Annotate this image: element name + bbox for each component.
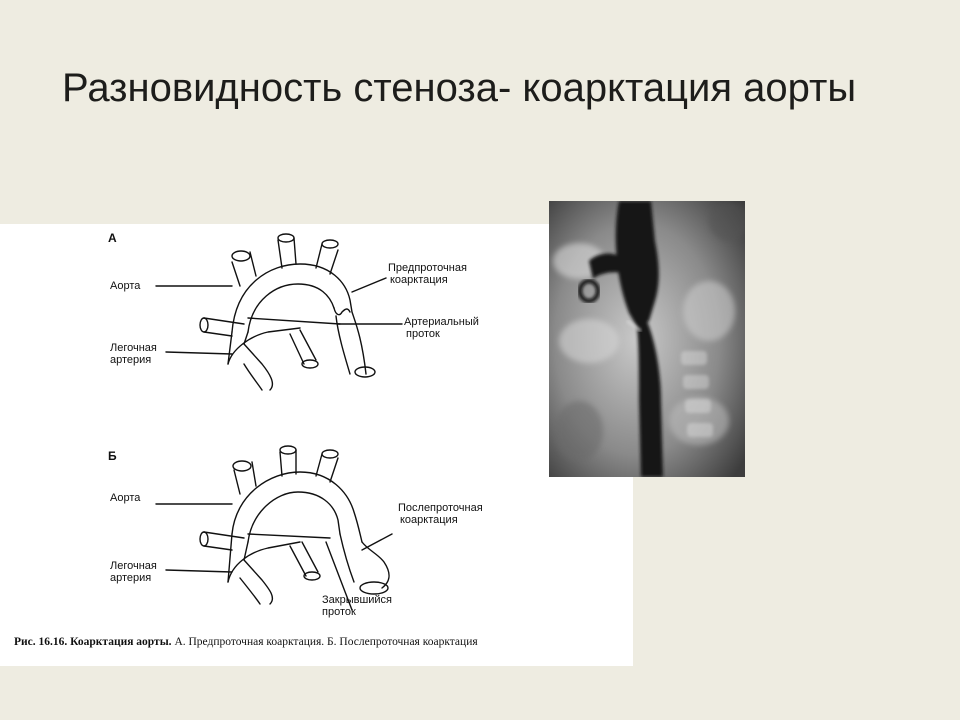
aorta-diagram-drawing [0,224,633,666]
diagram-b-pulmonary-label-1: Легочная [110,560,157,572]
diagram-b-letter: Б [108,449,117,463]
diagram-a-pulmonary-label-1: Легочная [110,342,157,354]
angiogram-drawing [549,201,745,477]
diagram-a-pulmonary-label-2: артерия [110,354,152,366]
diagram-a-coarctation-label-1: Предпроточная [388,262,467,274]
diagram-a [156,234,402,390]
diagram-a-duct-label-1: Артериальный [404,316,479,328]
diagram-b-coarctation-label-1: Послепроточная [398,502,483,514]
diagram-b [156,446,392,610]
angiogram-image [549,201,745,477]
diagram-a-coarctation-label-2: коарктация [390,274,448,286]
diagram-b-pulmonary-label-2: артерия [110,572,152,584]
figure-caption-prefix: Рис. 16.16. Коарктация аорты. [14,636,172,648]
figure-caption [14,636,478,648]
diagram-a-letter: А [108,231,117,245]
diagram-b-duct-label-2: проток [322,606,356,618]
slide-title: Разновидность стеноза- коарктация аорты [62,66,857,110]
diagram-a-aorta-label: Аорта [110,280,141,292]
diagram-figure [0,224,633,666]
diagram-b-duct-label-1: Закрывшийся [322,594,393,606]
figure-caption-text: А. Предпроточная коарктация. Б. Послепроточная коарктация [171,636,478,648]
diagram-b-coarctation-label-2: коарктация [400,514,458,526]
diagram-a-duct-label-2: проток [406,328,440,340]
diagram-b-aorta-label: Аорта [110,492,141,504]
